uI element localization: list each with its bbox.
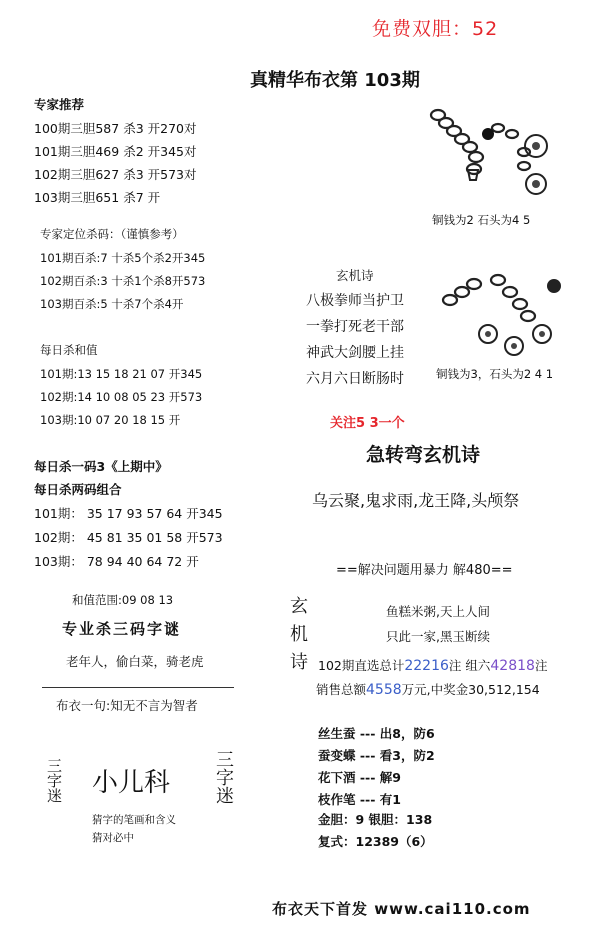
sum-range: 和值范围:09 08 13: [72, 593, 174, 607]
daily-two-line: 102期： 45 81 35 01 58 开573: [34, 530, 223, 545]
sales-text: 102期直选总计: [318, 658, 405, 673]
daily-sum-line: 101期:13 15 18 21 07 开345: [40, 367, 203, 381]
sales-text: 销售总额: [316, 682, 367, 697]
daily-sum-line: 103期:10 07 20 18 15 开: [40, 413, 181, 427]
riddle-hint: 猜字的笔画和含义: [92, 814, 176, 826]
daily-sum-heading: 每日杀和值: [40, 343, 98, 357]
sharp-turn-verse: 乌云聚,鬼求雨,龙王降,头颅祭: [312, 491, 520, 510]
silk-line: 复式：12389（6）: [318, 834, 433, 849]
page-title: 真精华布衣第 103期: [250, 70, 420, 91]
position-kill-heading: 专家定位杀码：（谨慎参考）: [40, 227, 184, 241]
side-label-left: 三字迷: [45, 758, 63, 803]
xuanji-poem-line: 神武大剑腰上挂: [306, 345, 404, 361]
expert-line: 102期三胆627 杀3 开573对: [34, 167, 197, 182]
sales-text: 注 组六: [448, 658, 491, 673]
coin-caption-1: 铜钱为2 石头为4 5: [432, 213, 531, 227]
silk-line: 花下酒 --- 解9: [318, 770, 401, 785]
sales-value: 22216: [404, 658, 449, 674]
xuanji-poem-line: 八极拳师当护卫: [306, 293, 404, 309]
sales-value: 42818: [490, 658, 535, 674]
side-label-right: 三字迷: [213, 750, 234, 804]
free-double-pick: 免费双胆：52: [372, 18, 499, 40]
sharp-turn-title: 急转弯玄机诗: [366, 444, 481, 466]
daily-two-heading: 每日杀两码组合: [34, 482, 122, 497]
footer-site: 布衣天下首发 www.cai110.com: [272, 900, 531, 918]
silk-line: 蚕变蝶 --- 看3，防2: [318, 748, 435, 763]
xuanji-poem-heading: 玄机诗: [336, 268, 374, 283]
buyi-saying: 布衣一句:知无不言为智者: [56, 698, 198, 713]
position-kill-line: 103期百杀:5 十杀7个杀4开: [40, 297, 184, 311]
divider: [42, 687, 234, 688]
daily-sum-line: 102期:14 10 08 05 23 开573: [40, 390, 203, 404]
xuanji-poem-line: 一拳打死老干部: [306, 319, 404, 335]
solve-line: ==解决问题用暴力 解480==: [336, 563, 513, 578]
silk-line: 金胆：9 银胆：138: [318, 812, 433, 827]
expert-heading: 专家推荐: [34, 97, 85, 112]
sales-value: 4558: [366, 682, 402, 698]
coin-caption-2: 铜钱为3，石头为2 4 1: [436, 367, 554, 381]
three-code-riddle-text: 老年人，偷白菜，骑老虎: [66, 654, 204, 669]
daily-one-heading: 每日杀一码3《上期中》: [34, 459, 168, 474]
xuanji-side-label: 玄机诗: [287, 596, 308, 680]
sales-text: 注: [534, 658, 548, 673]
daily-two-line: 101期： 35 17 93 57 64 开345: [34, 506, 223, 521]
expert-line: 101期三胆469 杀2 开345对: [34, 144, 197, 159]
xuanji-poem-line: 六月六日断肠时: [306, 371, 404, 387]
three-code-riddle-title: 专业杀三码字谜: [62, 620, 182, 638]
focus-note: 关注5 3一个: [330, 416, 405, 431]
sales-line-1: [318, 656, 547, 674]
sales-text: 万元,中奖金30,512,154: [401, 682, 540, 697]
xuanji-line: 鱼糕米粥,天上人间: [386, 604, 490, 619]
xuanji-line: 只此一家,黑玉断续: [386, 629, 490, 644]
expert-line: 103期三胆651 杀7 开: [34, 190, 161, 205]
silk-line: 丝生蚕 --- 出8，防6: [318, 726, 435, 741]
expert-line: 100期三胆587 杀3 开270对: [34, 121, 197, 136]
riddle-main: 小儿科: [92, 768, 171, 798]
position-kill-line: 101期百杀:7 十杀5个杀2开345: [40, 251, 206, 265]
daily-two-line: 103期： 78 94 40 64 72 开: [34, 554, 199, 569]
silk-line: 枝作笔 --- 有1: [318, 792, 401, 807]
coin-chain-illustration-1: [428, 100, 558, 205]
sales-line-2: [316, 680, 540, 698]
coin-chain-illustration-2: [438, 270, 568, 360]
riddle-hint: 猜对必中: [92, 832, 134, 844]
position-kill-line: 102期百杀:3 十杀1个杀8开573: [40, 274, 206, 288]
